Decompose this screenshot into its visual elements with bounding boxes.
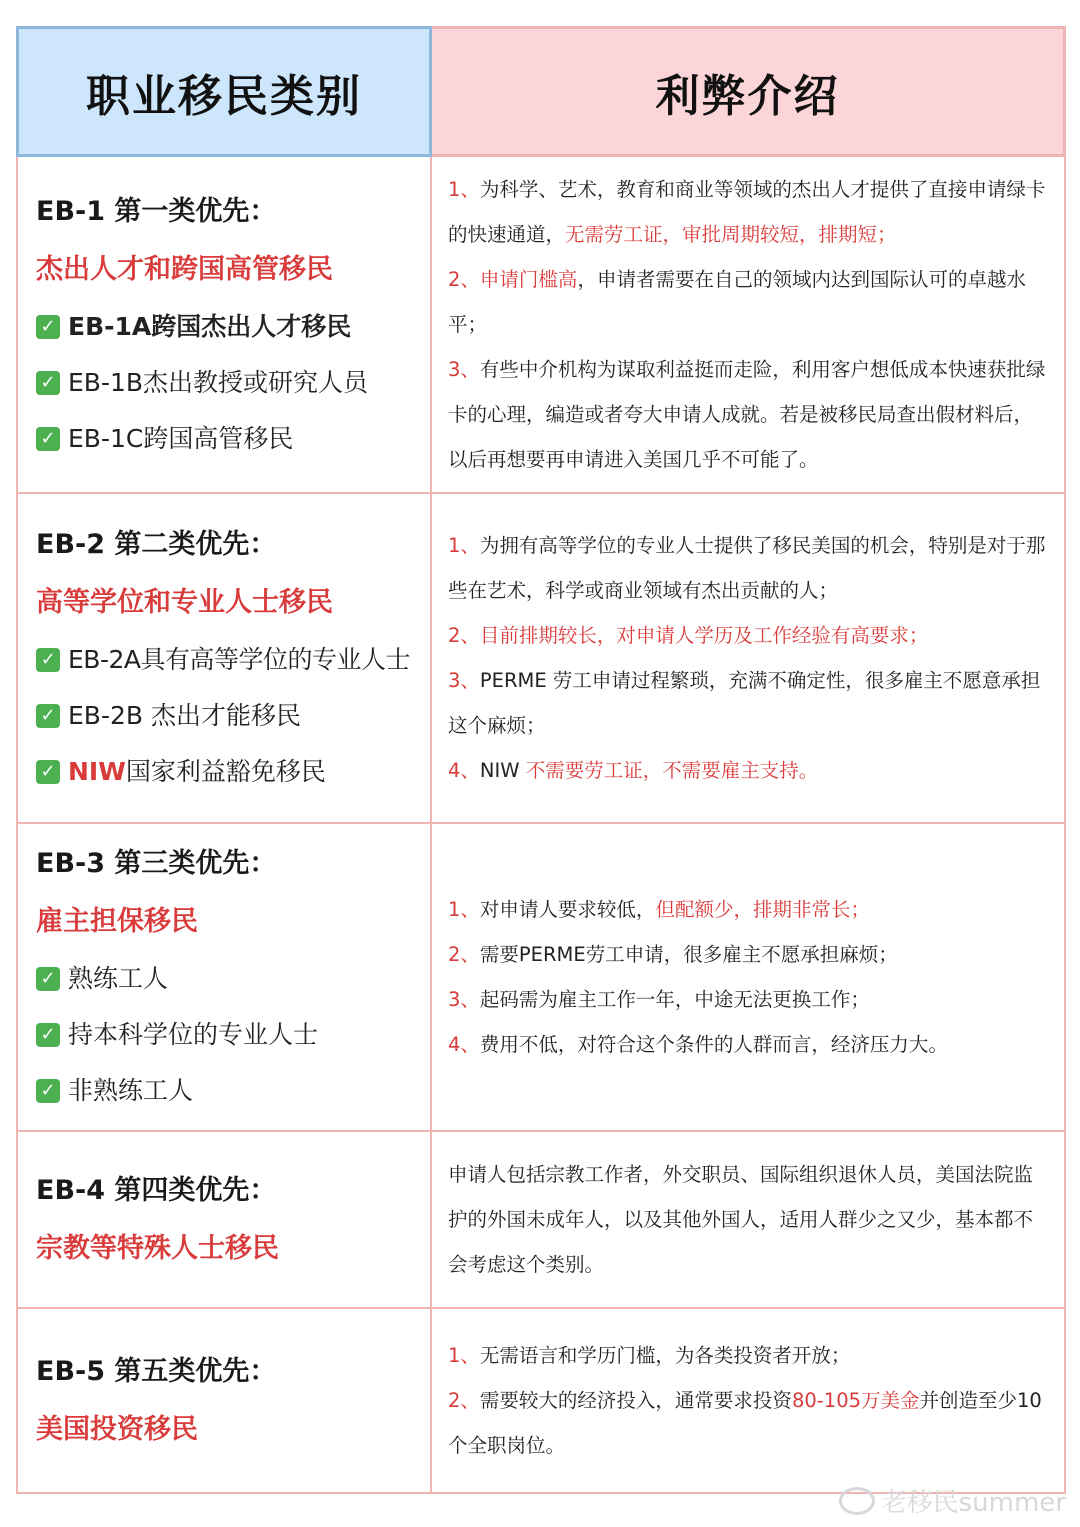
eb3-item: ✓ 持本科学位的专业人士 — [36, 1007, 430, 1063]
eb2-subtitle: 高等学位和专业人士移民 — [36, 587, 333, 618]
niw-label: NIW — [68, 757, 126, 786]
header-pros-cons — [432, 26, 1066, 157]
eb2-item: ✓ EB-2A具有高等学位的专业人士 — [36, 632, 430, 688]
eb1-item: ✓ EB-1C跨国高管移民 — [36, 411, 430, 467]
eb3-title: EB-3 第三类优先： — [36, 848, 277, 879]
watermark-label: 老移民summer — [880, 1488, 1066, 1518]
watermark — [839, 1482, 1066, 1519]
eb2-item: ✓ EB-2B 杰出才能移民 — [36, 688, 430, 744]
eb5-point: 1、无需语言和学历门槛，为各类投资者开放； — [448, 1344, 851, 1367]
eb3-point: 4、费用不低，对符合这个条件的人群而言，经济压力大。 — [448, 1033, 948, 1056]
eb2-title: EB-2 第二类优先： — [36, 529, 277, 560]
eb3-category-cell — [16, 824, 432, 1132]
eb1-description-cell — [432, 157, 1066, 494]
eb4-description-cell — [432, 1132, 1066, 1309]
eb4-point: 申请人包括宗教工作者，外交职员、国际组织退休人员，美国法院监护的外国未成年人，以及其他外国人，适用人群少之又少，基本都不会考虑这个类别。 — [448, 1163, 1034, 1276]
eb1-category-cell — [16, 157, 432, 494]
checkmark-icon: ✓ — [36, 427, 60, 451]
checkmark-icon: ✓ — [36, 760, 60, 784]
eb2-point: 3、PERME 劳工申请过程繁琐，充满不确定性，很多雇主不愿意承担这个麻烦； — [448, 669, 1041, 737]
eb1-item: ✓ EB-1B杰出教授或研究人员 — [36, 355, 430, 411]
eb5-point: 2、需要较大的经济投入，通常要求投资80-105万美金并创造至少10个全职岗位。 — [448, 1389, 1042, 1457]
eb3-item: ✓ 非熟练工人 — [36, 1063, 430, 1119]
checkmark-icon: ✓ — [36, 648, 60, 672]
checkmark-icon: ✓ — [36, 704, 60, 728]
eb3-item: ✓ 熟练工人 — [36, 951, 430, 1007]
eb3-point: 3、起码需为雇主工作一年，中途无法更换工作； — [448, 988, 870, 1011]
eb1-subtitle: 杰出人才和跨国高管移民 — [36, 253, 333, 285]
eb5-title: EB-5 第五类优先： — [36, 1355, 277, 1387]
eb3-description-cell — [432, 824, 1066, 1132]
eb2-point: 4、NIW 不需要劳工证，不需要雇主支持。 — [448, 759, 819, 782]
eb3-subtitle: 雇主担保移民 — [36, 906, 198, 937]
checkmark-icon: ✓ — [36, 1023, 60, 1047]
eb4-category-cell — [16, 1132, 432, 1309]
eb2-category-cell — [16, 494, 432, 824]
eb1-title: EB-1 第一类优先： — [36, 195, 277, 227]
eb3-point: 2、需要PERME劳工申请，很多雇主不愿承担麻烦； — [448, 943, 898, 966]
eb3-point: 1、对申请人要求较低，但配额少，排期非常长； — [448, 898, 870, 921]
eb2-point: 1、为拥有高等学位的专业人士提供了移民美国的机会，特别是对于那些在艺术，科学或商业领域有杰出贡献的人； — [448, 534, 1046, 602]
eb5-category-cell — [16, 1309, 432, 1494]
eb2-point: 2、目前排期较长，对申请人学历及工作经验有高要求； — [448, 624, 929, 647]
header-pros-cons-label: 利弊介绍 — [655, 70, 840, 122]
header-category — [16, 26, 432, 157]
eb4-title: EB-4 第四类优先： — [36, 1174, 277, 1206]
weibo-icon — [839, 1487, 875, 1515]
eb5-description-cell — [432, 1309, 1066, 1494]
eb1-item: ✓ EB-1A跨国杰出人才移民 — [36, 299, 430, 355]
checkmark-icon: ✓ — [36, 1079, 60, 1103]
eb2-description-cell — [432, 494, 1066, 824]
eb4-subtitle: 宗教等特殊人士移民 — [36, 1232, 279, 1264]
eb1-point: 3、有些中介机构为谋取利益挺而走险，利用客户想低成本快速获批绿卡的心理，编造或者夸大申请人成就。若是被移民局查出假材料后，以后再想要再申请进入美国几乎不可能了。 — [448, 358, 1046, 471]
eb2-item: ✓ NIW 国家利益豁免移民 — [36, 744, 430, 800]
eb1-point: 2、申请门槛高，申请者需要在自己的领域内达到国际认可的卓越水平； — [448, 268, 1026, 336]
checkmark-icon: ✓ — [36, 967, 60, 991]
checkmark-icon: ✓ — [36, 371, 60, 395]
header-category-label: 职业移民类别 — [86, 70, 362, 122]
immigration-table — [16, 26, 1066, 1494]
checkmark-icon: ✓ — [36, 315, 60, 339]
eb5-subtitle: 美国投资移民 — [36, 1413, 198, 1445]
eb1-point: 1、为科学、艺术，教育和商业等领域的杰出人才提供了直接申请绿卡的快速通道，无需劳工证，审批周期较短，排期短； — [448, 178, 1046, 246]
